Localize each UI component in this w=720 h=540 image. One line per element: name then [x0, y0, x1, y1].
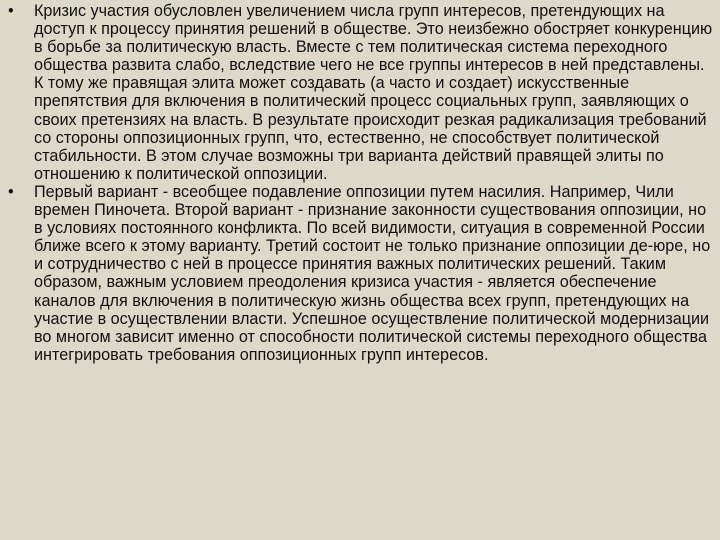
- bullet-item-crisis-of-participation: [8, 2, 716, 183]
- bullet-marker: •: [8, 2, 14, 20]
- bullet-text: Кризис участия обусловлен увеличением числа групп интересов, претендующих на доступ к процессу принятия решений в обществе. Это неизбежно обостряет конкуренцию в борьбе за политическую власть. Вместе с тем политическая система переходного общества развита слабо, вследствие чего не все группы интересов в ней представлены. К тому же правящая элита может создавать (а часто и создает) искусственные препятствия для включения в политический процесс социальных групп, заявляющих о своих претензиях на власть. В результате происходит резкая радикализация требований со стороны оппозиционных групп, что, естественно, не способствует политической стабильности. В этом случае возможны три варианта действий правящей элиты по отношению к политической оппозиции.: [34, 2, 713, 183]
- bullet-marker: •: [8, 182, 14, 201]
- bullet-list: [8, 2, 716, 364]
- bullet-item-response-variants: [8, 183, 716, 364]
- bullet-text: Первый вариант - всеобщее подавление оппозиции путем насилия. Например, Чили времен Пиночета. Второй вариант - признание законности существования оппозиции, но в условиях постоянного конфликта. По всей видимости, ситуация в современной России ближе всего к этому варианту. Третий состоит не только признание оппозиции де-юре, но и сотрудничество с ней в процессе принятия важных политических решений. Таким образом, важным условием преодоления кризиса участия - является обеспечение каналов для включения в политическую жизнь общества всех групп, претендующих на участие в осуществлении власти. Успешное осуществление политической модернизации во многом зависит именно от способности политической системы переходного общества интегрировать требования оппозиционных групп интересов.: [34, 182, 711, 364]
